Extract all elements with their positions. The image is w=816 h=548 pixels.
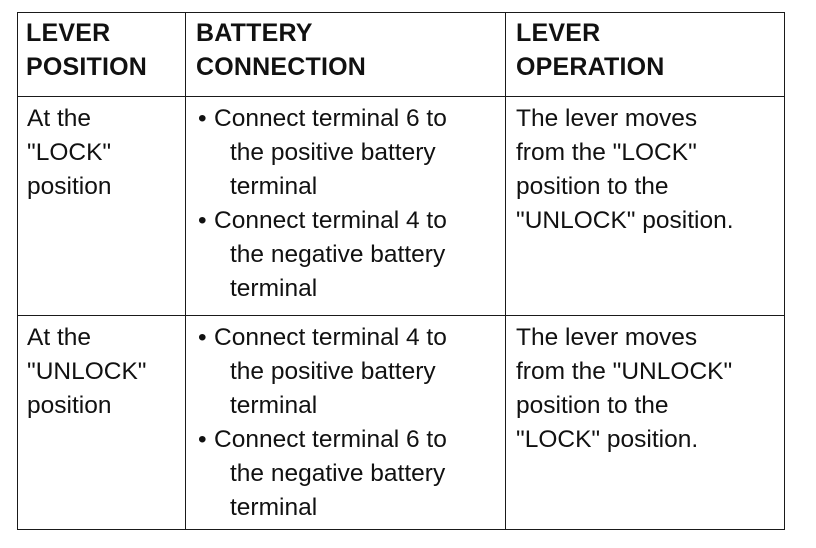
table-row-lock xyxy=(18,97,785,316)
operation-line: from the "LOCK" xyxy=(516,139,697,166)
cell-battery-connection xyxy=(186,97,506,316)
connection-line: terminal xyxy=(230,494,318,521)
operation-line: position to the xyxy=(516,173,669,200)
header-lever-operation-line-1: LEVER xyxy=(516,19,601,47)
header-lever-operation xyxy=(506,13,785,97)
connection-list xyxy=(186,97,505,306)
connection-line: terminal xyxy=(230,392,318,419)
connection-line: Connect terminal 6 to xyxy=(214,105,447,132)
position-line: At the xyxy=(27,105,92,132)
position-line: position xyxy=(27,173,112,200)
connection-line: terminal xyxy=(230,275,318,302)
cell-lever-operation xyxy=(506,97,785,316)
connection-line: the negative battery xyxy=(230,241,446,268)
operation-line: The lever moves xyxy=(516,324,698,351)
bullet-icon: • xyxy=(198,207,207,234)
connection-line: the positive battery xyxy=(230,139,436,166)
bullet-icon: • xyxy=(198,426,207,453)
operation-line: "LOCK" position. xyxy=(516,426,699,453)
operation-line: The lever moves xyxy=(516,105,698,132)
header-battery-connection-line-1: BATTERY xyxy=(196,19,313,47)
operation-line: "UNLOCK" position. xyxy=(516,207,734,234)
position-line: "LOCK" xyxy=(27,139,112,166)
header-battery-connection xyxy=(186,13,506,97)
position-line: At the xyxy=(27,324,92,351)
connection-list xyxy=(186,316,505,525)
header-row xyxy=(18,13,785,97)
cell-battery-connection xyxy=(186,316,506,530)
connection-line: terminal xyxy=(230,173,318,200)
cell-position xyxy=(18,316,186,530)
list-item xyxy=(198,423,505,525)
cell-position xyxy=(18,97,186,316)
header-battery-connection-line-2: CONNECTION xyxy=(196,53,367,81)
table-row-unlock xyxy=(18,316,785,530)
connection-line: the negative battery xyxy=(230,460,446,487)
header-lever-position xyxy=(18,13,186,97)
header-lever-position-line-1: LEVER xyxy=(26,19,111,47)
cell-lever-operation xyxy=(506,316,785,530)
lever-operation-table xyxy=(17,12,785,530)
header-lever-operation-line-2: OPERATION xyxy=(516,53,665,81)
list-item xyxy=(198,102,505,204)
bullet-icon: • xyxy=(198,105,207,132)
position-line: "UNLOCK" xyxy=(27,358,147,385)
connection-line: Connect terminal 4 to xyxy=(214,207,447,234)
operation-line: position to the xyxy=(516,392,669,419)
list-item xyxy=(198,321,505,423)
position-line: position xyxy=(27,392,112,419)
connection-line: Connect terminal 4 to xyxy=(214,324,447,351)
header-lever-position-line-2: POSITION xyxy=(26,53,148,81)
list-item xyxy=(198,204,505,306)
operation-line: from the "UNLOCK" xyxy=(516,358,733,385)
bullet-icon: • xyxy=(198,324,207,351)
connection-line: Connect terminal 6 to xyxy=(214,426,447,453)
connection-line: the positive battery xyxy=(230,358,436,385)
